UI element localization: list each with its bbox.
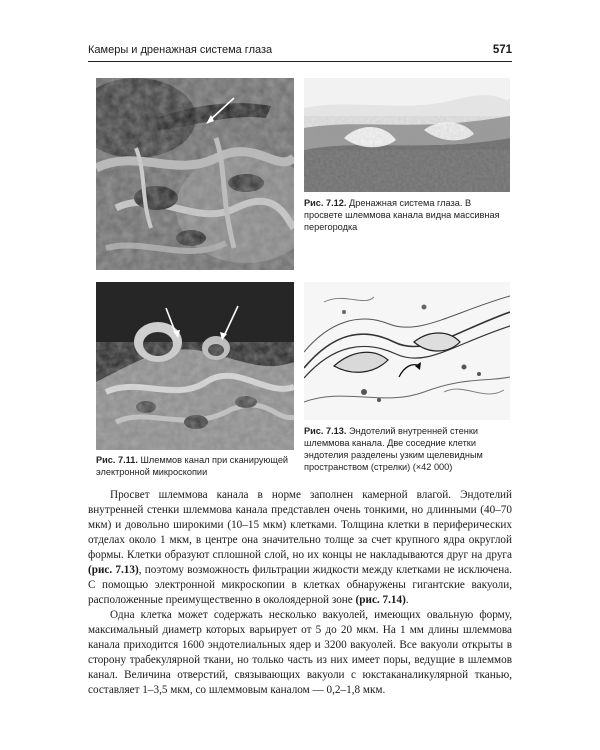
figure-7-11-caption — [96, 454, 294, 478]
running-head — [88, 44, 512, 56]
sem-micrograph-top-image — [96, 78, 294, 270]
paragraph-1 — [88, 488, 512, 608]
paragraph-2: Одна клетка может содержать несколько вакуолей, имеющих овальную форму, максимальный диаметр которых варьирует от 5 до 20 мкм. На 1 мм длины шлеммова канала приходится 1600 эндотелиальных ядер и 3200 вакуолей. Все вакуоли открыты в сторону трабекулярной ткани, но только часть из них имеет поры, ведущие в шлеммов канал. Величина отверстий, связывающих вакуоли с юкстаканаликулярной тканью, составляет 1–3,5 мкм, со шлеммовым каналом — 0,2–1,8 мкм. — [88, 609, 512, 696]
figure-7-13-image — [304, 282, 510, 420]
figure-7-13-caption — [304, 425, 510, 473]
page-number: 571 — [492, 44, 512, 56]
figure-7-13-label: Рис. 7.13. — [304, 426, 347, 436]
figure-reference-7-14: (рис. 7.14) — [355, 594, 406, 606]
figure-reference-7-13: (рис. 7.13) — [88, 564, 139, 576]
sem-micrograph-top — [96, 78, 294, 270]
figure-7-13-micrograph — [304, 282, 510, 420]
paragraph-1-part-1: Просвет шлеммова канала в норме заполнен камерной влагой. Эндотелий внутренней стенки шлеммова канала представлен очень тонкими, но длинными (40–70 мкм) и довольно широкими (10–15 мкм) клетками. Толщина клетки в периферических отделах около 1 мкм, в центре она значительно толще за счет крупного ядра округлой формы. Клетки образуют сплошной слой, но их концы не накладываются друг на друга — [88, 489, 512, 561]
figure-7-12-micrograph — [304, 78, 510, 192]
paragraph-1-part-2: , поэтому возможность фильтрации жидкости между клетками не исключена. С помощью электронной микроскопии в клетках обнаружены гигантские вакуоли, расположенные преимущественно в околоядерной зоне — [88, 564, 512, 606]
figure-7-13-text: Эндотелий внутренней стенки шлеммова канала. Две соседние клетки эндотелия разделены узким щелевидным пространством (стрелки) (×42 000) — [304, 426, 483, 472]
figure-7-11-text: Шлеммов канал при сканирующей электронной микроскопии — [96, 455, 289, 477]
figure-7-12-image — [304, 78, 510, 192]
paragraph-1-part-3: . — [405, 594, 409, 606]
body-text — [88, 488, 512, 698]
running-title: Камеры и дренажная система глаза — [88, 44, 273, 56]
header-rule — [88, 61, 512, 62]
figure-7-11-label: Рис. 7.11. — [96, 455, 138, 465]
figure-7-11-image — [96, 282, 294, 450]
figure-7-11-micrograph — [96, 282, 294, 450]
figure-7-12-caption — [304, 197, 510, 233]
figure-7-12-label: Рис. 7.12. — [304, 198, 347, 208]
figure-7-12-text: Дренажная система глаза. В просвете шлеммова канала видна массивная перегородка — [304, 198, 500, 232]
